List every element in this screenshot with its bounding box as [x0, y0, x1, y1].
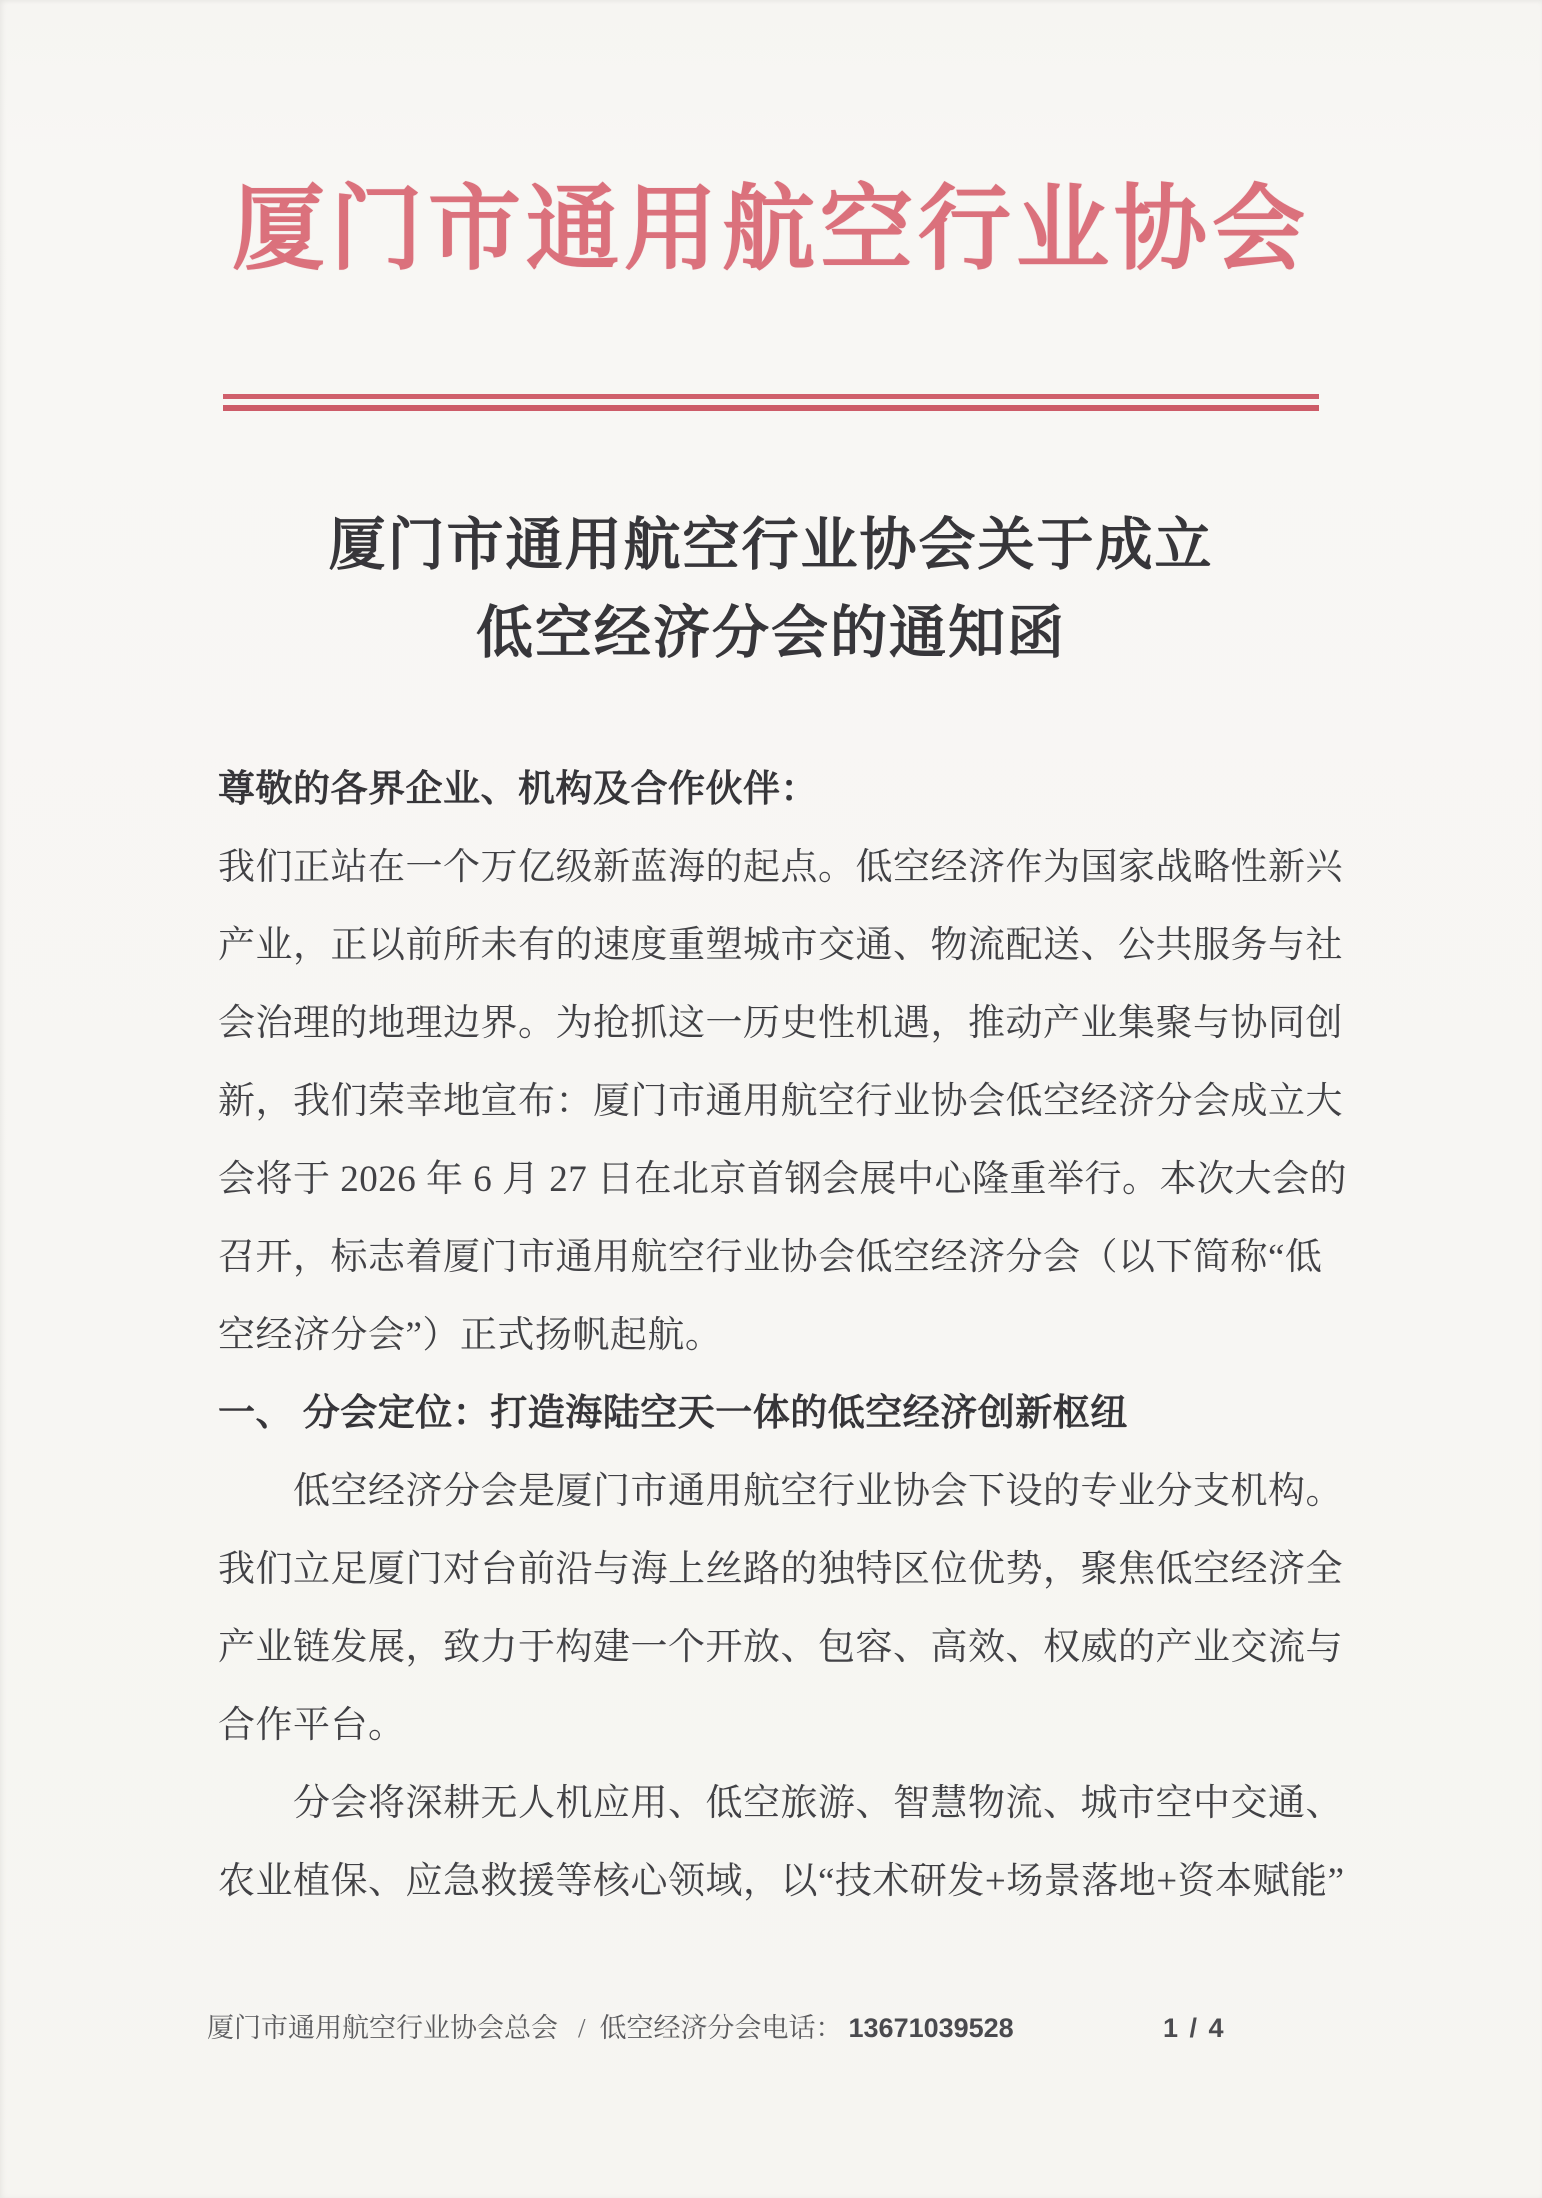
divider-bottom-bar — [223, 405, 1319, 411]
body-line-emphasis: 一、 分会定位：打造海陆空天一体的低空经济创新枢纽 — [218, 1393, 1128, 1434]
letterhead-org-name: 厦门市通用航空行业协会 — [232, 179, 1310, 282]
document-title-line2: 低空经济分会的通知函 — [476, 602, 1066, 665]
footer-phone-number: 13671039528 — [848, 2013, 1014, 2043]
body-line: 空经济分会”）正式扬帆起航。 — [218, 1315, 723, 1356]
footer-org-label: 厦门市通用航空行业协会总会 — [207, 2013, 558, 2043]
document-title-line1: 厦门市通用航空行业协会关于成立 — [328, 514, 1214, 577]
divider-top-bar — [223, 394, 1319, 399]
document-body — [218, 751, 1347, 1921]
body-line-emphasis: 尊敬的各界企业、机构及合作伙伴： — [218, 769, 818, 810]
body-line: 分会将深耕无人机应用、低空旅游、智慧物流、城市空中交通、 — [293, 1783, 1343, 1824]
body-line: 产业，正以前所未有的速度重塑城市交通、物流配送、公共服务与社 — [218, 925, 1343, 966]
document-title — [0, 502, 1542, 678]
body-line: 合作平台。 — [218, 1705, 406, 1746]
body-line: 低空经济分会是厦门市通用航空行业协会下设的专业分支机构。 — [293, 1471, 1343, 1512]
body-line: 新，我们荣幸地宣布：厦门市通用航空行业协会低空经济分会成立大 — [218, 1081, 1343, 1122]
page-number-indicator: 1 / 4 — [1163, 2013, 1226, 2043]
body-line: 我们正站在一个万亿级新蓝海的起点。低空经济作为国家战略性新兴 — [218, 847, 1343, 888]
body-line: 会治理的地理边界。为抢抓这一历史性机遇，推动产业集聚与协同创 — [218, 1003, 1343, 1044]
footer-separator: / — [578, 2013, 586, 2043]
body-line: 召开，标志着厦门市通用航空行业协会低空经济分会（以下简称“低 — [218, 1237, 1323, 1278]
letterhead-divider — [223, 394, 1319, 411]
body-line: 农业植保、应急救援等核心领域，以“技术研发+场景落地+资本赋能” — [218, 1861, 1345, 1902]
body-line: 产业链发展，致力于构建一个开放、包容、高效、权威的产业交流与 — [218, 1627, 1343, 1668]
body-line: 我们立足厦门对台前沿与海上丝路的独特区位优势，聚焦低空经济全 — [218, 1549, 1343, 1590]
footer-phone-label: 低空经济分会电话： — [599, 2013, 843, 2043]
body-line: 会将于 2026 年 6 月 27 日在北京首钢会展中心隆重举行。本次大会的 — [218, 1159, 1347, 1200]
